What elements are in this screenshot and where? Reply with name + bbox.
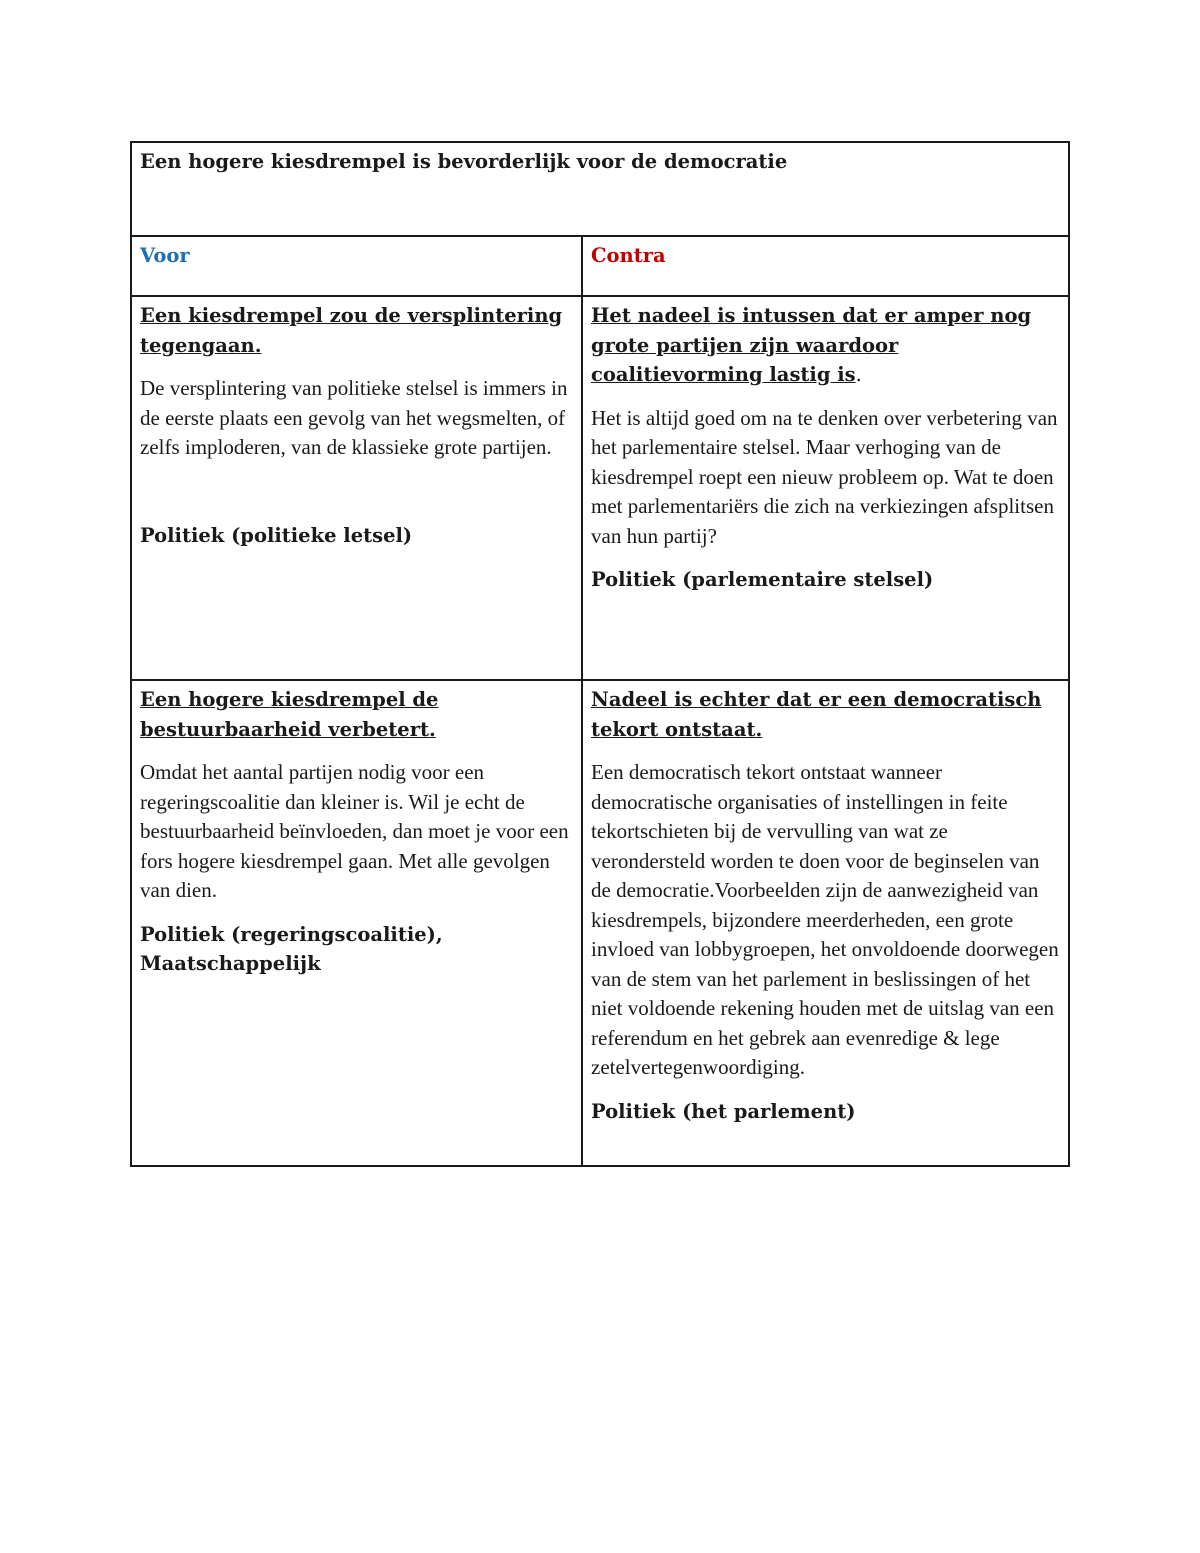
argument-body: Omdat het aantal partijen nodig voor een regeringscoalitie dan kleiner is. Wil je echt de bestuurbaarheid beïnvloeden, dan moet je voor een fors hogere kiesdrempel gaan. Met alle gevolgen van dien. (140, 760, 569, 902)
contra-cell (582, 680, 1069, 1166)
argument-body: Een democratisch tekort ontstaat wanneer democratische organisaties of instellingen in feite tekortschieten bij de vervulling van wat ze verondersteld worden te doen voor de beginselen van de democratie.Voorbeelden zijn de aanwezigheid van kiesdrempels, bijzondere meerderheden, een grote invloed van lobbygroepen, het onvoldoende doorwegen van de stem van het parlement in beslissingen of het niet voldoende rekening houden met de uitslag van een referendum en het gebrek aan evenredige & lege zetelvertegenwoordiging. (591, 760, 1059, 1079)
table-row (131, 296, 1069, 680)
table-title-text: Een hogere kiesdrempel is bevorderlijk voor de democratie (140, 150, 788, 173)
argument-heading: Een hogere kiesdrempel de bestuurbaarheid verbetert. (140, 688, 439, 741)
argument-heading: Een kiesdrempel zou de versplintering tegengaan. (140, 304, 563, 357)
argument-category: Politiek (parlementaire stelsel) (591, 568, 934, 591)
argument-category: Politiek (politieke letsel) (140, 523, 413, 547)
voor-cell (131, 680, 582, 1166)
argument-body: Het is altijd goed om na te denken over verbetering van het parlementaire stelsel. Maar verhoging van de kiesdrempel roept een nieuw probleem op. Wat te doen met parlementariërs die zich na verkiezingen afsplitsen van hun partij? (591, 405, 1058, 548)
table-title (131, 142, 1069, 236)
voor-header-label: Voor (140, 244, 190, 267)
argument-heading-wrap (591, 301, 1060, 390)
contra-cell (582, 296, 1069, 680)
argument-heading-suffix: . (855, 363, 862, 386)
contra-header (582, 236, 1069, 296)
table-row (131, 680, 1069, 1166)
argument-body: De versplintering van politieke stelsel is immers in de eerste plaats een gevolg van het wegsmelten, of zelfs imploderen, van de klassieke grote partijen. (140, 376, 568, 459)
argument-heading: Het nadeel is intussen dat er amper nog grote partijen zijn waardoor coalitievorming lastig is (591, 304, 1032, 386)
voor-header (131, 236, 582, 296)
voor-cell (131, 296, 582, 680)
argument-heading: Nadeel is echter dat er een democratisch tekort ontstaat. (591, 688, 1042, 741)
contra-header-label: Contra (591, 244, 666, 267)
argument-category: Politiek (het parlement) (591, 1099, 856, 1123)
debate-table (130, 141, 1070, 1167)
argument-category: Politiek (regeringscoalitie), Maatschappelijk (140, 922, 443, 975)
